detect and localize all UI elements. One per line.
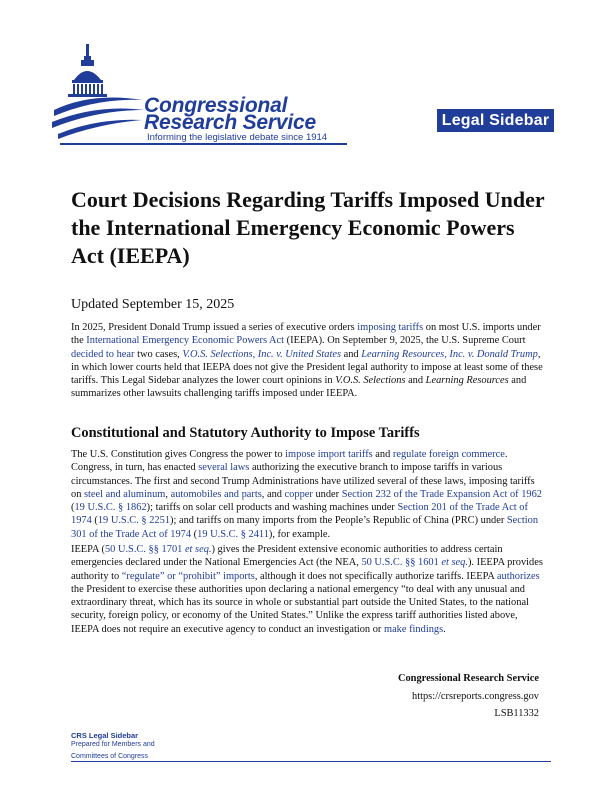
footer-report-id: LSB11332 xyxy=(494,708,539,719)
footer-org: Congressional Research Service xyxy=(397,673,539,684)
text-run: ); and tariffs on many imports from the People’s Republic of China (PRC) under xyxy=(170,515,507,527)
text-run: ). IEEPA provides authority to xyxy=(71,557,543,582)
text-run: ( xyxy=(91,515,98,527)
bottom-note-1: Prepared for Members and xyxy=(71,741,155,748)
org-name-line2: Research Service xyxy=(144,111,316,134)
text-run: and xyxy=(372,449,393,460)
inline-link[interactable]: Learning Resources, Inc. v. Donald Trump xyxy=(361,348,538,360)
footer-rule xyxy=(71,761,551,762)
inline-link[interactable]: 50 U.S.C. §§ 1601 xyxy=(361,557,442,569)
text-run: In 2025, President Donald Trump issued a series of executive orders xyxy=(71,322,358,333)
text-run: authorizing the executive branch to impose tariffs in various circumstances. The first and second Trump Administrations have utilized several of these laws, imposing tariffs on xyxy=(71,462,535,500)
header-rule xyxy=(60,143,347,145)
inline-link[interactable]: Section 201 of the Trade Act of 1974 xyxy=(71,502,528,527)
text-run: IEEPA ( xyxy=(71,544,105,555)
text-run: , in which lower courts held that IEEPA does not give the President legal authority to impose at least some of these tariffs. This Legal Sidebar analyzes the lower court opinions in xyxy=(71,348,543,387)
inline-link[interactable]: Section 301 of the Trade Act of 1974 xyxy=(71,515,539,540)
text-run: the President to exercise these authorities upon declaring a national emergency “to deal with any unusual and extraordinary threat, which has its source in whole or substantial part outside the United States, to the national security, foreign policy, or economy of the United States.” Unlike the express tariff authorities listed above, IEEPA does not require an executive agency to conduct an investigation or xyxy=(71,583,529,635)
intro-paragraph xyxy=(71,321,545,401)
text-run: , and xyxy=(261,488,285,500)
inline-link[interactable]: steel and aluminum xyxy=(84,488,166,500)
text-run: The U.S. Constitution gives Congress the power to xyxy=(71,449,286,460)
inline-link[interactable]: imposing tariffs xyxy=(357,322,424,333)
text-run: on most U.S. imports under the xyxy=(71,322,541,347)
text-run: ); tariffs on solar cell products and washing machines under xyxy=(146,502,398,514)
inline-link[interactable]: International Emergency Economic Powers Act xyxy=(86,335,285,347)
text-run: , xyxy=(165,488,171,500)
inline-link[interactable]: “regulate” or “prohibit” imports xyxy=(121,570,255,582)
section-heading: Constitutional and Statutory Authority to Impose Tariffs xyxy=(71,425,420,441)
inline-link[interactable]: 19 U.S.C. § 2251 xyxy=(97,515,171,527)
bottom-note-2: Committees of Congress xyxy=(71,753,149,760)
text-run: . Congress, in turn, has enacted xyxy=(71,449,508,474)
text-run: ) gives the President extensive economic authorities to address certain emergencies declared under the National Emergencies Act (the NEA, xyxy=(71,544,503,569)
text-run: two cases, xyxy=(134,348,183,360)
inline-link[interactable]: et seq. xyxy=(441,557,468,569)
text-run: Learning Resources xyxy=(425,375,509,387)
legal-sidebar-badge: Legal Sidebar xyxy=(437,109,554,132)
text-run: ( xyxy=(191,528,198,540)
text-run: and summarizes other lawsuits challenging tariffs imposed under IEEPA. xyxy=(71,375,527,400)
document-title: Court Decisions Regarding Tariffs Imposed Under the International Emergency Economic Powers Act (IEEPA) xyxy=(71,187,545,268)
text-run: . xyxy=(443,623,446,635)
org-name-line1: Congressional xyxy=(144,94,288,117)
text-run: under xyxy=(312,488,342,500)
text-run: ), for example. xyxy=(268,528,331,540)
text-run: , although it does not specifically authorize tariffs. IEEPA xyxy=(254,570,497,582)
inline-link[interactable]: automobiles and parts xyxy=(170,488,262,500)
bottom-label: CRS Legal Sidebar xyxy=(71,731,139,740)
body-paragraph-2 xyxy=(71,543,545,636)
footer-url[interactable]: https://crsreports.congress.gov xyxy=(412,691,539,702)
capitol-dome-icon xyxy=(52,40,147,150)
inline-link[interactable]: make findings xyxy=(383,623,444,635)
inline-link[interactable]: impose import tariffs xyxy=(285,449,373,460)
inline-link[interactable]: regulate foreign commerce xyxy=(392,449,505,460)
inline-link[interactable]: et seq. xyxy=(184,544,212,555)
inline-link[interactable]: authorizes xyxy=(496,570,540,582)
text-run: and xyxy=(341,348,362,360)
updated-date: Updated September 15, 2025 xyxy=(71,297,235,312)
inline-link[interactable]: Section 232 of the Trade Expansion Act of 1962 xyxy=(341,488,542,500)
inline-link[interactable]: several laws xyxy=(198,462,250,474)
text-run: ( xyxy=(71,502,75,514)
text-run: (IEEPA). On September 9, 2025, the U.S. Supreme Court xyxy=(284,335,526,347)
body-paragraph-1 xyxy=(71,448,545,541)
text-run: V.O.S. Selections xyxy=(335,375,406,387)
inline-link[interactable]: 19 U.S.C. § 2411 xyxy=(197,528,269,540)
inline-link[interactable]: 19 U.S.C. § 1862 xyxy=(74,502,147,514)
org-tagline: Informing the legislative debate since 1914 xyxy=(147,132,328,143)
inline-link[interactable]: decided to hear xyxy=(71,348,135,360)
inline-link[interactable]: 50 U.S.C. §§ 1701 xyxy=(104,544,185,555)
text-run: and xyxy=(405,375,426,387)
inline-link[interactable]: copper xyxy=(284,488,313,500)
inline-link[interactable]: V.O.S. Selections, Inc. v. United States xyxy=(182,348,341,360)
